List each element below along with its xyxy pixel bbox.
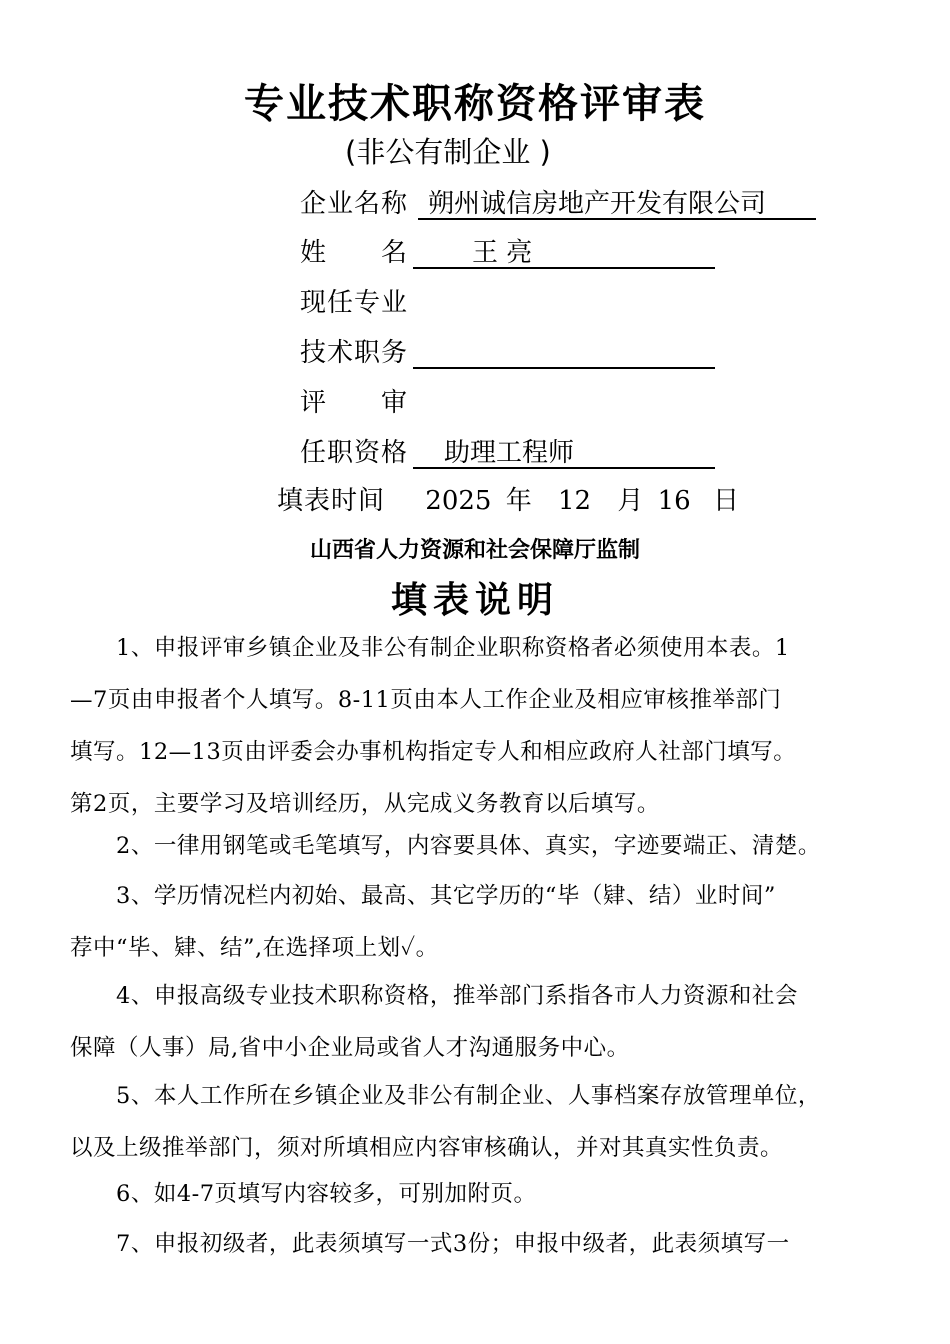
duty-label: 技术职务 <box>300 338 409 368</box>
fill-date-year: 2025 <box>425 486 492 516</box>
instruction-4 <box>70 970 885 1074</box>
instruction-7 <box>70 1218 885 1270</box>
instruction-line: 5、本人工作所在乡镇企业及非公有制企业、人事档案存放管理单位， <box>70 1083 821 1109</box>
fill-date-day-unit: 日 <box>713 486 740 516</box>
fill-date-label: 填表时间 <box>277 486 386 516</box>
major-label: 现任专业 <box>300 288 409 318</box>
fill-date-year-unit: 年 <box>505 486 532 516</box>
review-label: 评 审 <box>300 388 409 418</box>
page-subtitle: (非公有制企业 ) <box>345 135 551 169</box>
fill-date-month-unit: 月 <box>617 486 644 516</box>
instruction-line: 4、申报高级专业技术职称资格，推举部门系指各市人力资源和社会 <box>70 983 798 1009</box>
instruction-line: 2、一律用钢笔或毛笔填写，内容要具体、真实，字迹要端正、清楚。 <box>70 833 821 859</box>
issuing-organization: 山西省人力资源和社会保障厅监制 <box>309 538 640 563</box>
fill-date-month: 12 <box>558 486 592 516</box>
name-value: 王 亮 <box>472 238 533 268</box>
instruction-line: 7、申报初级者，此表须填写一式3份；申报中级者，此表须填写一 <box>70 1231 790 1257</box>
company-value: 朔州诚信房地产开发有限公司 <box>428 189 767 219</box>
instruction-line: 3、学历情况栏内初始、最高、其它学历的“毕（肄、结）业时间” <box>70 883 776 909</box>
name-underline <box>413 232 715 269</box>
instruction-line: 以及上级推举部门，须对所填相应内容审核确认，并对其真实性负责。 <box>70 1135 784 1161</box>
instruction-line: 第2页，主要学习及培训经历，从完成义务教育以后填写。 <box>70 791 660 817</box>
fill-date-day: 16 <box>657 486 691 516</box>
instruction-line: 保障（人事）局,省中小企业局或省人才沟通服务中心。 <box>70 1035 630 1061</box>
instruction-2 <box>70 820 885 872</box>
company-label: 企业名称 <box>300 189 409 219</box>
instruction-line: 填写。12—13页由评委会办事机构指定专人和相应政府人社部门填写。 <box>70 739 797 765</box>
page-title: 专业技术职称资格评审表 <box>244 81 706 127</box>
instruction-1 <box>70 622 885 830</box>
instructions-title: 填表说明 <box>390 579 559 621</box>
name-label: 姓 名 <box>300 238 409 268</box>
qualification-value: 助理工程师 <box>444 438 575 468</box>
fill-date <box>277 480 739 517</box>
instruction-6 <box>70 1168 885 1220</box>
instruction-3 <box>70 870 885 974</box>
instruction-line: 荐中“毕、肄、结”,在选择项上划✓。 <box>70 935 439 961</box>
instruction-line: 6、如4-7页填写内容较多，可别加附页。 <box>70 1181 537 1207</box>
duty-underline <box>413 332 715 369</box>
qualification-label: 任职资格 <box>300 438 409 468</box>
instruction-line: —7页由申报者个人填写。8-11页由本人工作企业及相应审核推举部门 <box>70 687 782 713</box>
instruction-line: 1、申报评审乡镇企业及非公有制企业职称资格者必须使用本表。1 <box>70 635 790 661</box>
instruction-5 <box>70 1070 885 1174</box>
